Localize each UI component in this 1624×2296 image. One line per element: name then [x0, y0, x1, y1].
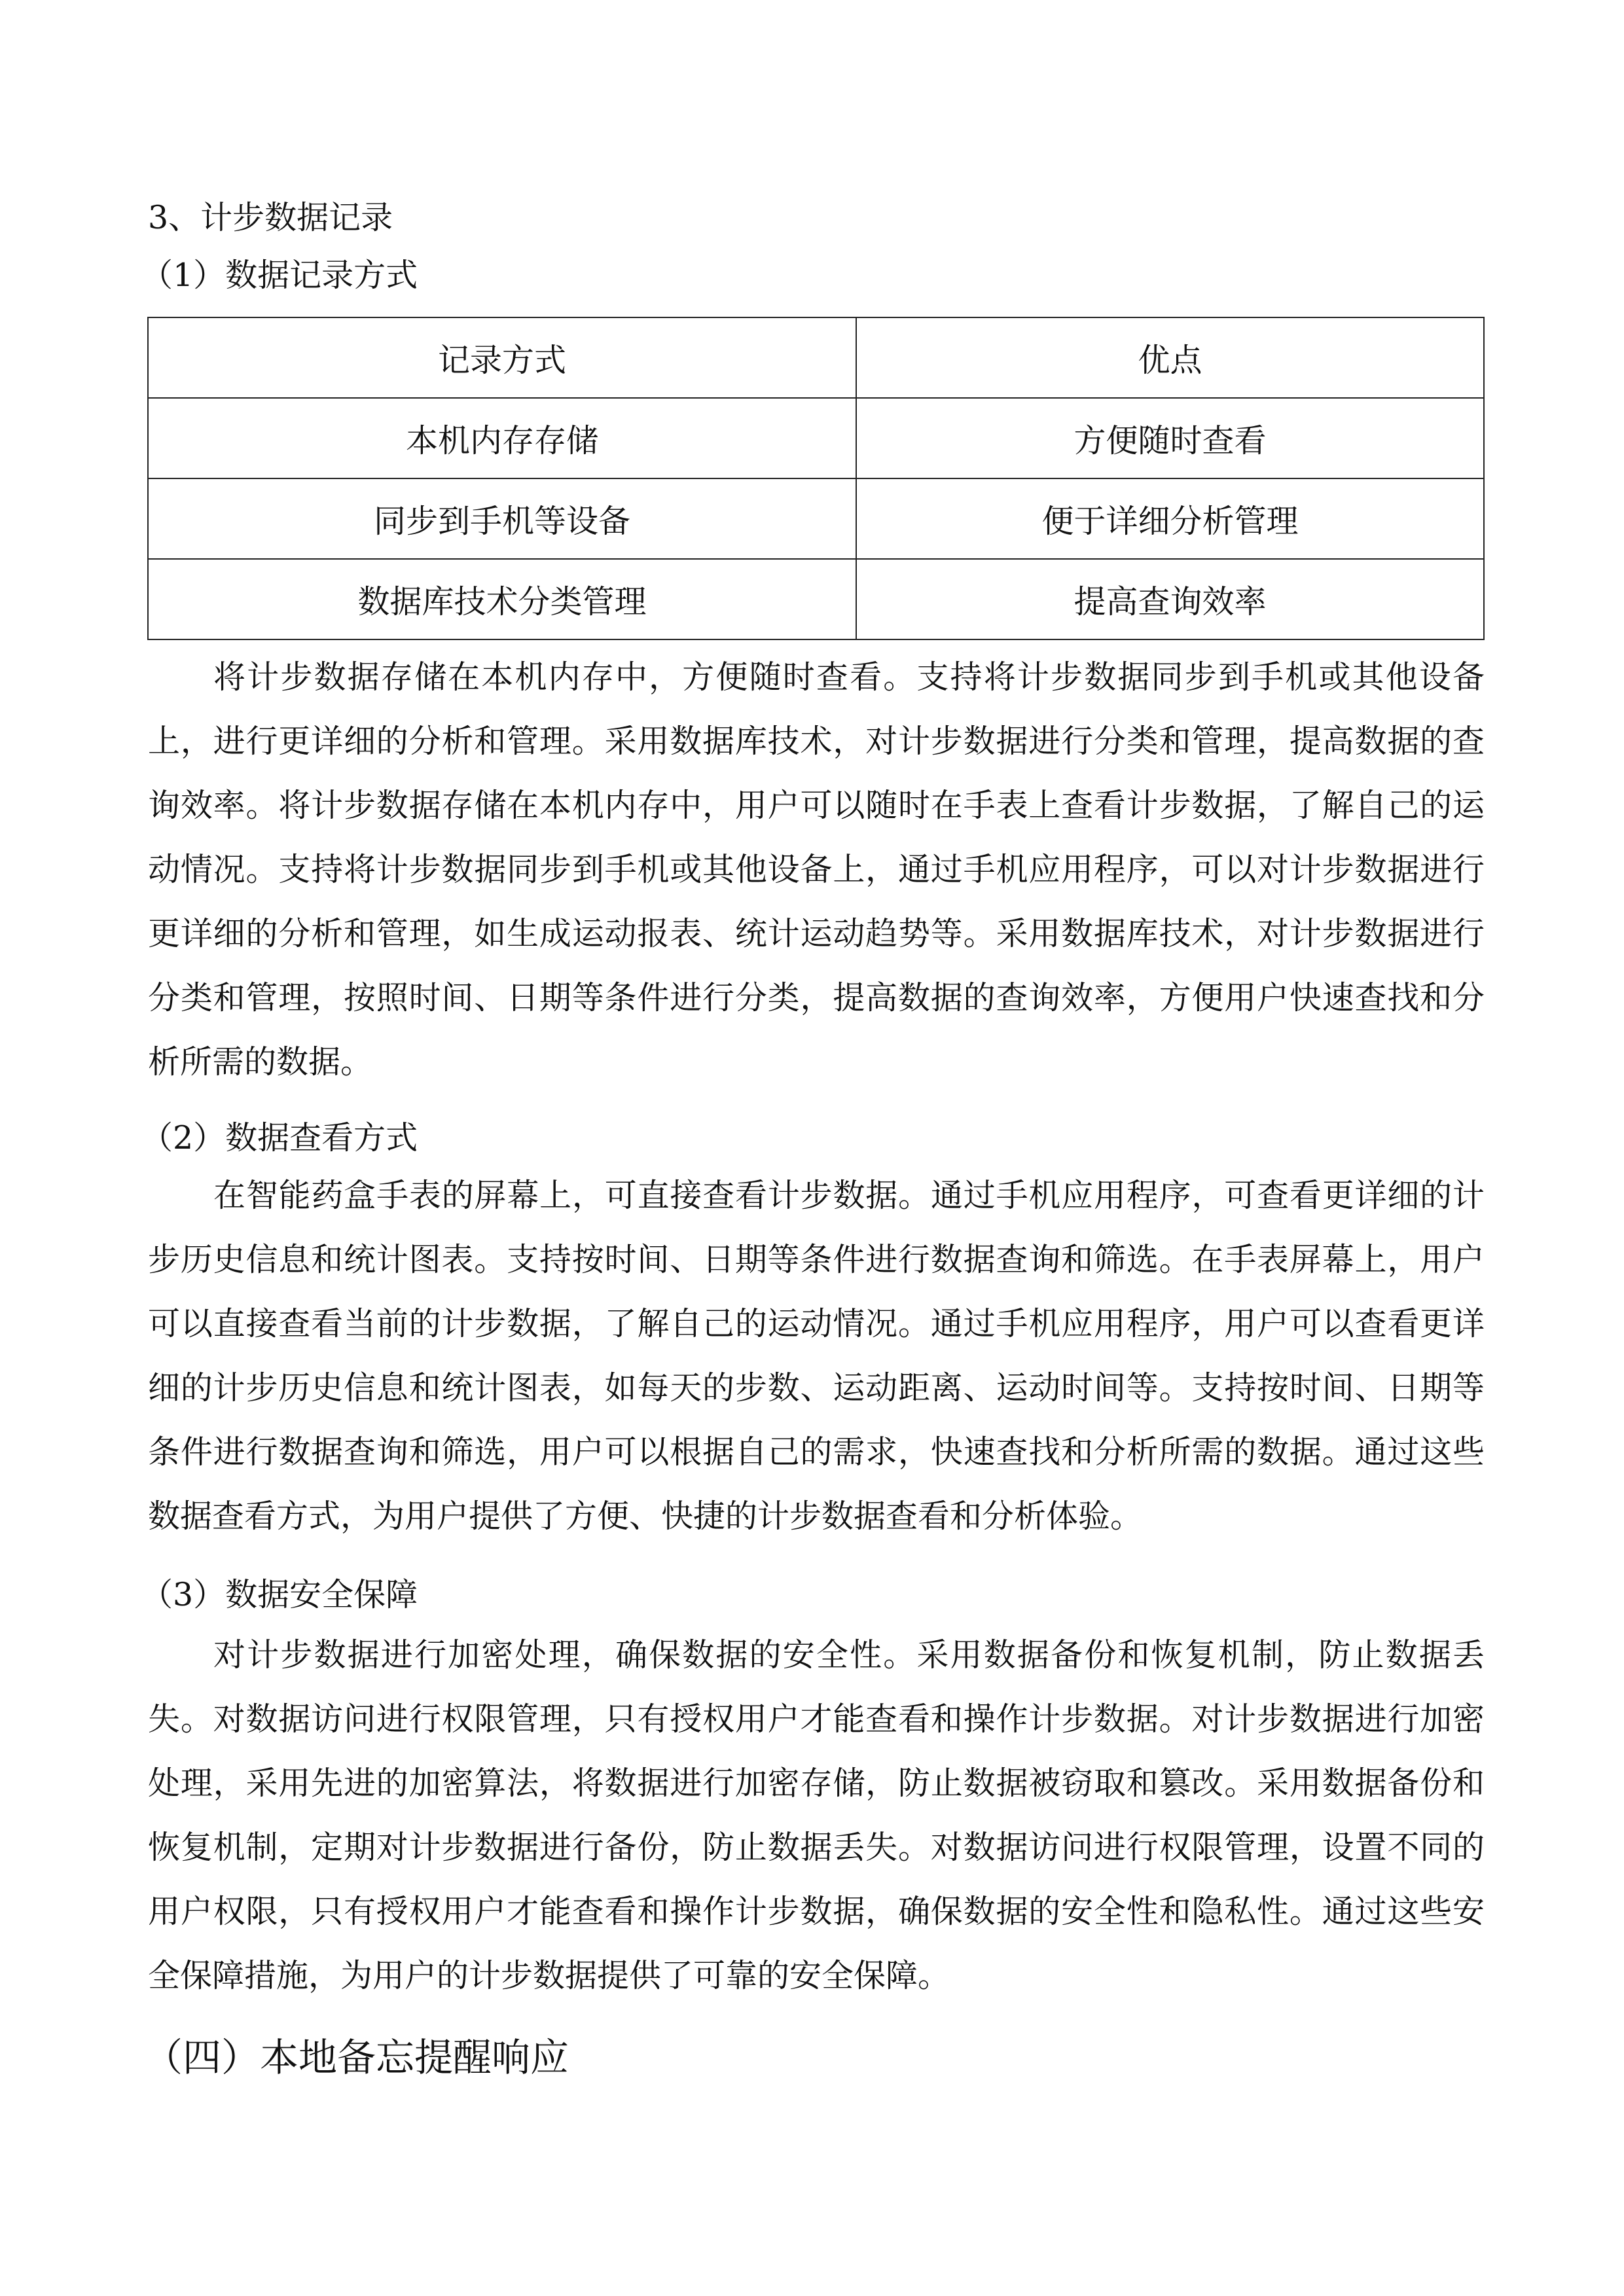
table-cell: 本机内存存储 — [148, 398, 856, 478]
table-header: 记录方式 — [148, 317, 856, 398]
subsection-title-1: （1）数据记录方式 — [141, 257, 418, 294]
table-row — [148, 559, 1484, 639]
table-cell: 同步到手机等设备 — [148, 478, 856, 559]
table-cell: 提高查询效率 — [856, 559, 1484, 639]
subsection-title-3: （3）数据安全保障 — [141, 1576, 418, 1613]
table-row — [148, 398, 1484, 478]
table-header-row — [148, 317, 1484, 398]
table-header: 优点 — [856, 317, 1484, 398]
paragraph-record: 将计步数据存储在本机内存中，方便随时查看。支持将计步数据同步到手机或其他设备上，进行更详细的分析和管理。采用数据库技术，对计步数据进行分类和管理，提高数据的查询效率。将计步数据存储在本机内存中，用户可以随时在手表上查看计步数据，了解自己的运动情况。支持将计步数据同步到手机或其他设备上，通过手机应用程序，可以对计步数据进行更详细的分析和管理，如生成运动报表、统计运动趋势等。采用数据库技术，对计步数据进行分类和管理，按照时间、日期等条件进行分类，提高数据的查询效率，方便用户快速查找和分析所需的数据。 — [148, 658, 1485, 1081]
table-row — [148, 478, 1484, 559]
section-title: 3、计步数据记录 — [148, 199, 393, 236]
table-cell: 便于详细分析管理 — [856, 478, 1484, 559]
record-methods-table — [147, 317, 1485, 640]
table-cell: 数据库技术分类管理 — [148, 559, 856, 639]
table-cell: 方便随时查看 — [856, 398, 1484, 478]
next-section-title: （四）本地备忘提醒响应 — [144, 2035, 569, 2080]
paragraph-view: 在智能药盒手表的屏幕上，可直接查看计步数据。通过手机应用程序，可查看更详细的计步历史信息和统计图表。支持按时间、日期等条件进行数据查询和筛选。在手表屏幕上，用户可以直接查看当前的计步数据，了解自己的运动情况。通过手机应用程序，用户可以查看更详细的计步历史信息和统计图表，如每天的步数、运动距离、运动时间等。支持按时间、日期等条件进行数据查询和筛选，用户可以根据自己的需求，快速查找和分析所需的数据。通过这些数据查看方式，为用户提供了方便、快捷的计步数据查看和分析体验。 — [148, 1177, 1485, 1535]
paragraph-security: 对计步数据进行加密处理，确保数据的安全性。采用数据备份和恢复机制，防止数据丢失。对数据访问进行权限管理，只有授权用户才能查看和操作计步数据。对计步数据进行加密处理，采用先进的加密算法，将数据进行加密存储，防止数据被窃取和篡改。采用数据备份和恢复机制，定期对计步数据进行备份，防止数据丢失。对数据访问进行权限管理，设置不同的用户权限，只有授权用户才能查看和操作计步数据，确保数据的安全性和隐私性。通过这些安全保障措施，为用户的计步数据提供了可靠的安全保障。 — [148, 1636, 1485, 1994]
subsection-title-2: （2）数据查看方式 — [141, 1119, 418, 1157]
